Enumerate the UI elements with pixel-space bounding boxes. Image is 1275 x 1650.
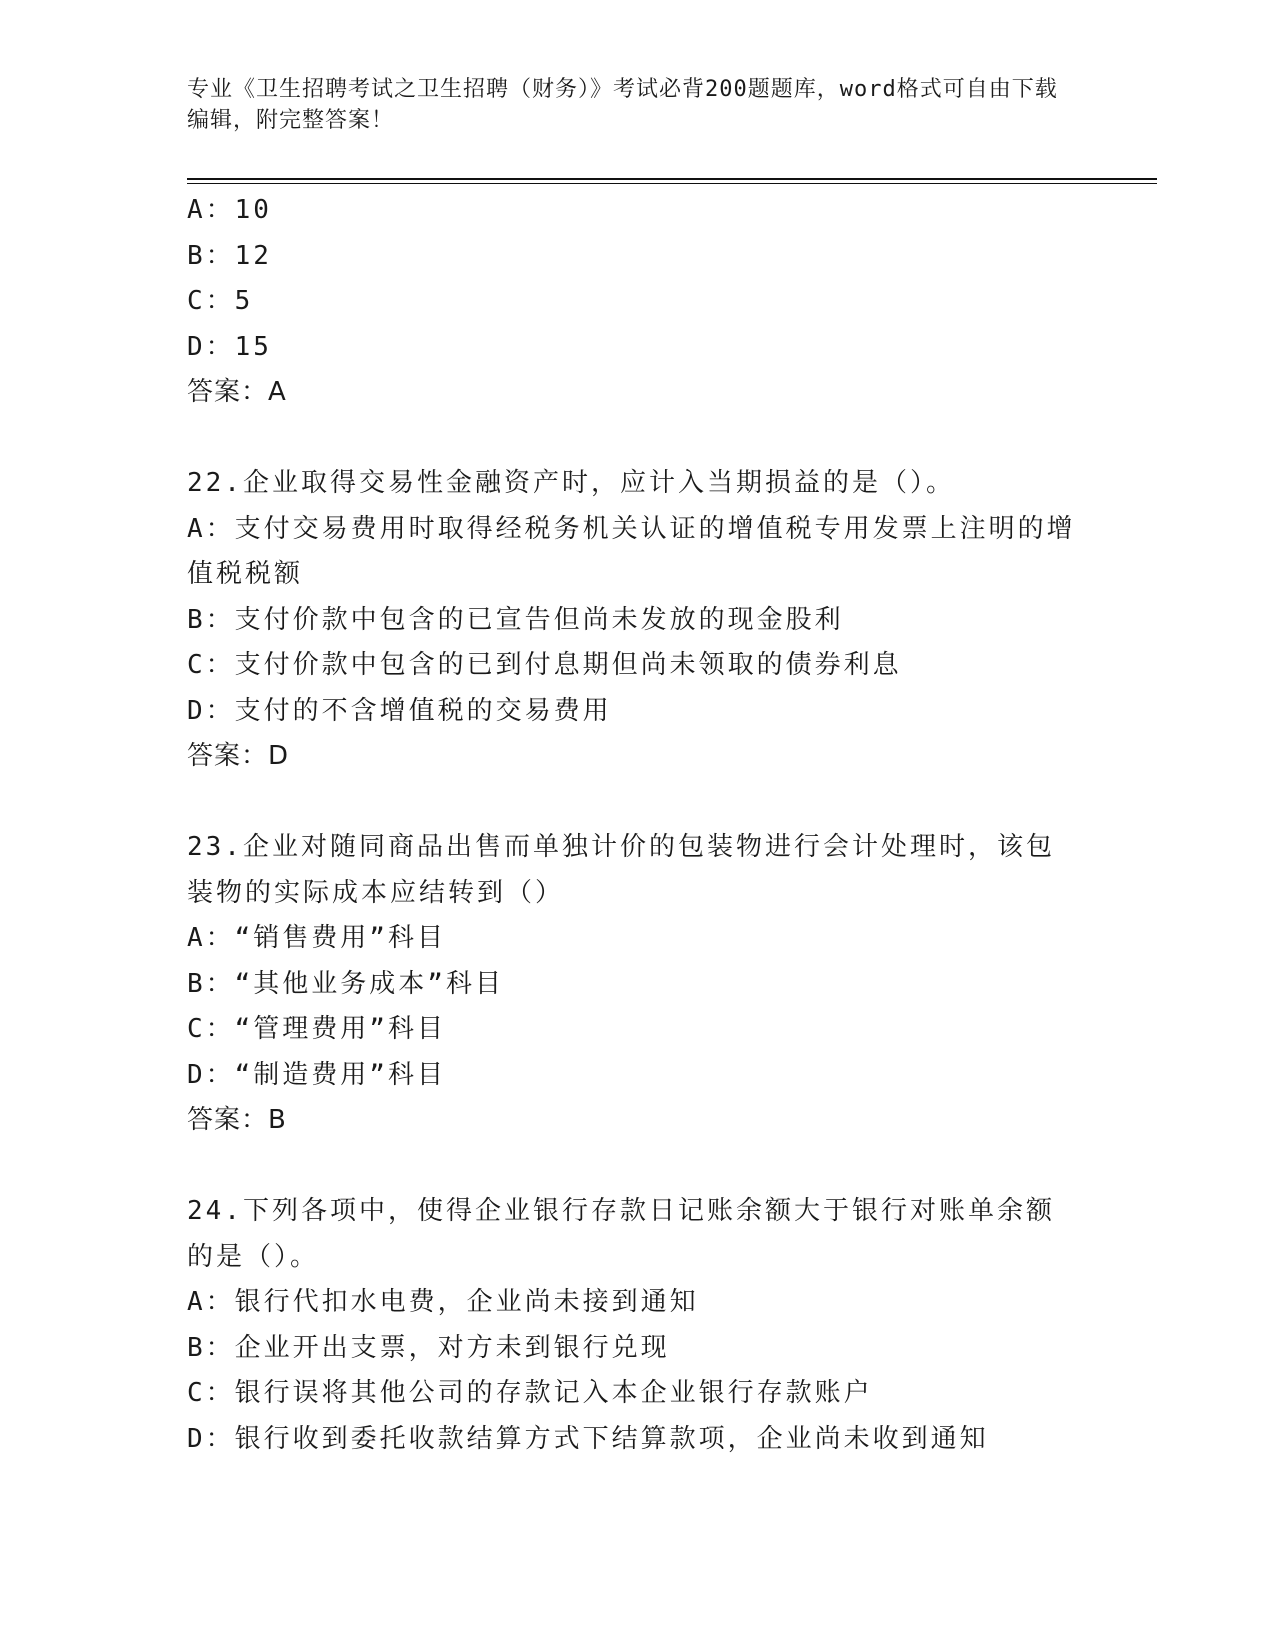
spacer bbox=[187, 780, 1087, 826]
answer: 答案：A bbox=[187, 377, 287, 407]
question-text: 22.企业取得交易性金融资产时，应计入当期损益的是（）。 bbox=[187, 468, 955, 498]
option-a: A：“销售费用”科目 bbox=[187, 923, 446, 953]
question-text: 23.企业对随同商品出售而单独计价的包装物进行会计处理时，该包装物的实际成本应结转到（） bbox=[187, 832, 1055, 908]
option-c: C：5 bbox=[187, 286, 254, 316]
option-d: D：支付的不含增值税的交易费用 bbox=[187, 695, 612, 726]
option-d: D：15 bbox=[187, 331, 272, 362]
header-rule-thin bbox=[187, 183, 1157, 184]
document-header: 专业《卫生招聘考试之卫生招聘（财务）》考试必背200题题库，word格式可自由下载编辑，附完整答案！ bbox=[187, 77, 1058, 133]
option-d: D：银行收到委托收款结算方式下结算款项，企业尚未收到通知 bbox=[187, 1423, 989, 1454]
header-rule-thick bbox=[187, 178, 1157, 180]
spacer bbox=[187, 1144, 1087, 1190]
option-c: C：“管理费用”科目 bbox=[187, 1014, 446, 1044]
option-b: B：企业开出支票，对方未到银行兑现 bbox=[187, 1332, 670, 1363]
option-b: B：支付价款中包含的已宣告但尚未发放的现金股利 bbox=[187, 604, 844, 635]
option-b: B：“其他业务成本”科目 bbox=[187, 968, 504, 999]
question-list bbox=[187, 188, 1087, 1462]
question-text: 24.下列各项中，使得企业银行存款日记账余额大于银行对账单余额的是（）。 bbox=[187, 1196, 1055, 1272]
answer: 答案：D bbox=[187, 741, 290, 771]
question-21 bbox=[187, 188, 1087, 416]
answer: 答案：B bbox=[187, 1105, 287, 1135]
question-23 bbox=[187, 825, 1087, 1144]
option-a: A：银行代扣水电费，企业尚未接到通知 bbox=[187, 1287, 699, 1317]
option-d: D：“制造费用”科目 bbox=[187, 1059, 446, 1090]
question-22 bbox=[187, 461, 1087, 780]
spacer bbox=[187, 416, 1087, 462]
option-c: C：支付价款中包含的已到付息期但尚未领取的债券利息 bbox=[187, 650, 902, 680]
question-24 bbox=[187, 1189, 1087, 1462]
option-a: A：支付交易费用时取得经税务机关认证的增值税专用发票上注明的增值税税额 bbox=[187, 513, 1076, 589]
option-b: B：12 bbox=[187, 240, 272, 271]
option-a: A：10 bbox=[187, 195, 272, 225]
option-c: C：银行误将其他公司的存款记入本企业银行存款账户 bbox=[187, 1378, 873, 1408]
